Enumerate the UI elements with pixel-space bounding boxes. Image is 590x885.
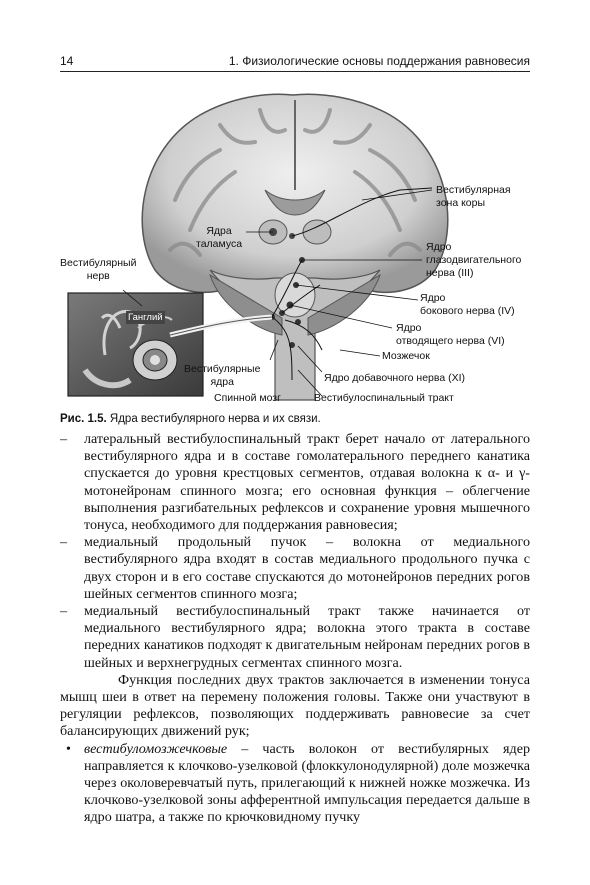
caption-text: Ядра вестибулярного нерва и их связи. (109, 413, 321, 425)
list-item: – латеральный вестибулоспинальный тракт берет начало от латерального вестибулярного ядра и в составе гомолатерального переднего канатика спускается до уровня крестцовых сегментов, отдавая волокна к α- и γ-мотонейронам спинного мозга; его основная функция – облегчение выполнения разгибательных рефлексов и сохранение уровня мышечного тонуса, необходимого для поддержания равновесия; (60, 431, 530, 534)
bullet-item: • вестибуломозжечковые – часть волокон от вестибулярных ядер направляется к клочково-узелковой (флоккулонодулярной) доле мозжечка через околоверевчатый путь, прилегающий к нижней ножке мозжечка. Из клочково-узелковой зоны афферентной импульсация передается дальше в ядро шатра, а также по крючковидному пучку (66, 740, 530, 826)
label-ganglion: Ганглий (128, 312, 163, 323)
label-vestibulospinal-tract: Вестибулоспинальный тракт (314, 392, 454, 404)
page-number: 14 (60, 54, 74, 68)
paragraph: Функция последних двух трактов заключается в изменении тонуса мышц шеи в ответ на перемену положения головы. Также они участвуют в регуляции рефлексов, позволяющих поддерживать равновесие за счет балансирующих движений рук; (60, 671, 530, 740)
list-item: – медиальный продольный пучок – волокна от медиального вестибулярного ядра входят в состав медиального продольного пучка с двух сторон и в его составе спускаются до мотонейронов передних рогов шейных сегментов спинного мозга; (60, 534, 530, 602)
label-trochlear-nucleus: Ядро бокового нерва (IV) (420, 292, 515, 317)
figure-caption (60, 413, 530, 425)
dash-marker: – (60, 603, 68, 620)
label-spinal-cord: Спинной мозг (214, 392, 281, 404)
label-vestibular-nerve: Вестибулярный нерв (60, 257, 137, 282)
dash-marker: – (60, 431, 68, 447)
label-vestibular-cortex: Вестибулярная зона коры (436, 184, 511, 209)
caption-label: Рис. 1.5. (60, 413, 107, 425)
label-vestibular-nuclei: Вестибулярные ядра (184, 363, 261, 388)
body-text (60, 431, 530, 827)
label-abducens-nucleus: Ядро отводящего нерва (VI) (396, 322, 505, 347)
label-thalamus-nuclei: Ядра таламуса (196, 225, 243, 250)
bullet-marker: • (66, 740, 71, 757)
list-item: – медиальный вестибулоспинальный тракт также начинается от медиального вестибулярного ядра; волокна этого тракта в составе передних канатиков подходят к двигательным нейронам передних рогов в шейных и верхнегрудных сегментах спинного мозга. (60, 603, 530, 671)
label-cerebellum: Мозжечок (382, 350, 430, 362)
running-header (60, 53, 530, 72)
label-accessory-nucleus: Ядро добавочного нерва (XI) (324, 372, 466, 384)
dash-marker: – (60, 534, 68, 551)
figure-vestibular-nuclei (60, 80, 530, 410)
chapter-title: 1. Физиологические основы поддержания равновесия (228, 54, 530, 68)
bullet-term: вестибуломозжечковые (84, 740, 228, 757)
label-oculomotor-nucleus: Ядро глазодвигательного нерва (III) (426, 241, 522, 279)
